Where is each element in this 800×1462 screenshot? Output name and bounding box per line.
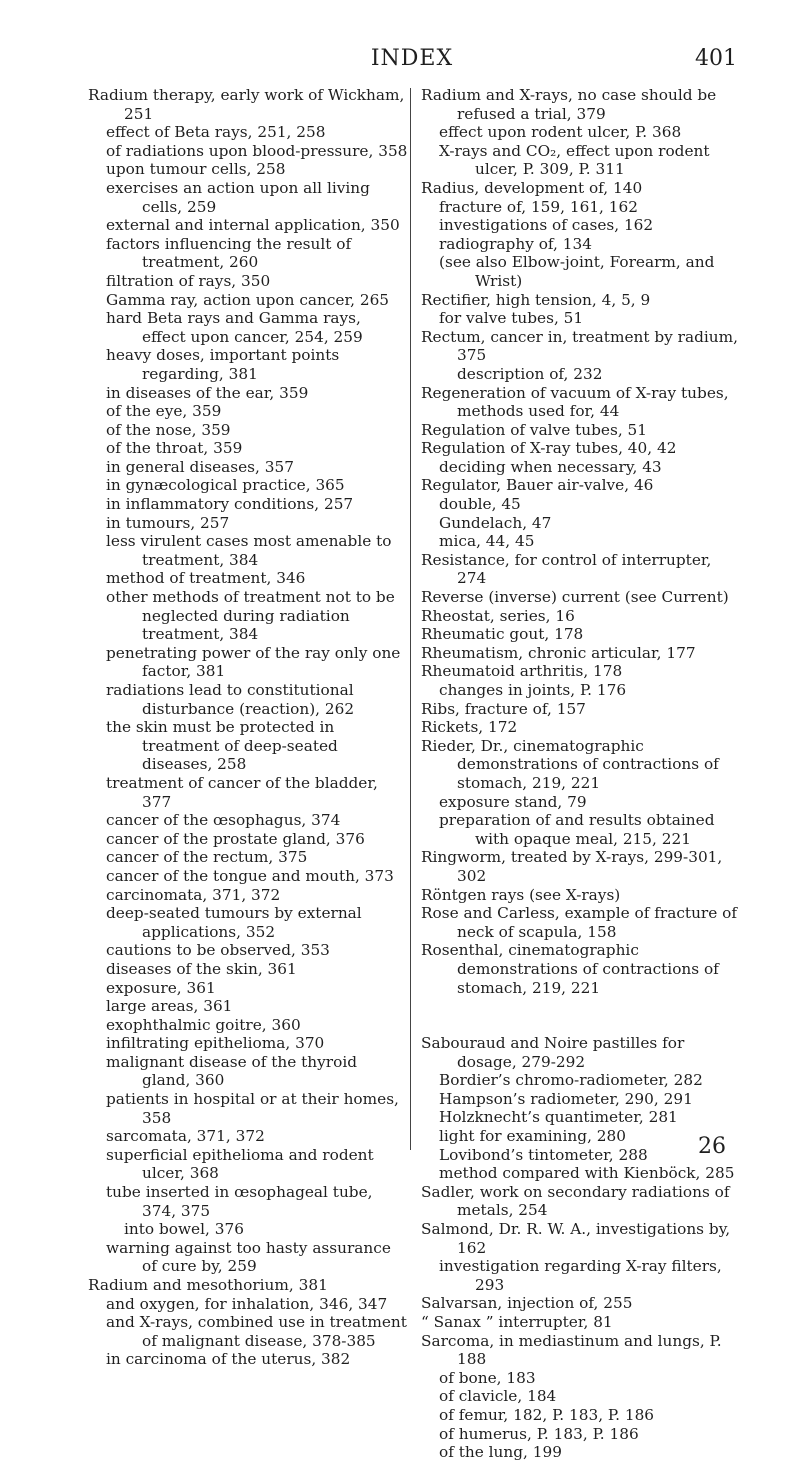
index-entry: Regulator, Bauer air-valve, 46 [421, 476, 654, 495]
index-subentry: investigations of cases, 162 [439, 216, 654, 235]
index-subentry: exposure stand, 79 [439, 792, 587, 811]
index-entry: Ringworm, treated by X-rays, 299-301, 302 [421, 848, 723, 885]
index-subentry: hard Beta rays and Gamma rays, effect upon cancer, 254, 259 [106, 309, 363, 346]
index-subentry: radiography of, 134 [439, 234, 592, 253]
index-entry: Radius, development of, 140 [421, 178, 643, 197]
index-subentry: deep-seated tumours by external applications, 352 [106, 904, 362, 941]
index-subentry: and X-rays, combined use in treatment of malignant disease, 378-385 [106, 1313, 407, 1350]
index-subentry: heavy doses, important points regarding, 381 [106, 346, 340, 383]
index-entry: “ Sanax ” interrupter, 81 [421, 1313, 613, 1331]
index-subentry: (see also Elbow-joint, Forearm, and Wrist) [439, 253, 715, 290]
index-subentry: carcinomata, 371, 372 [106, 885, 281, 904]
index-subentry: penetrating power of the ray only one factor, 381 [106, 643, 401, 681]
index-entry: Röntgen rays (see X-rays) [421, 885, 621, 904]
index-subentry: X-rays and CO₂, effect upon rodent ulcer, P. 309, P. 311 [439, 141, 710, 179]
index-subentry: cancer of the prostate gland, 376 [106, 829, 365, 848]
index-subentry: of the eye, 359 [106, 402, 222, 421]
index-entry: Regulation of valve tubes, 51 [421, 420, 648, 439]
index-subentry: treatment of cancer of the bladder, 377 [106, 773, 378, 811]
index-entry: Rheumatic gout, 178 [421, 625, 584, 644]
index-subentry: method of treatment, 346 [106, 569, 306, 588]
index-entry: Rheostat, series, 16 [421, 606, 575, 625]
index-entry: Radium therapy, early work of Wickham, 251 [88, 86, 405, 123]
index-subentry: fracture of, 159, 161, 162 [439, 197, 638, 216]
index-subentry: radiations lead to constitutional disturbance (reaction), 262 [106, 681, 355, 718]
index-entry: Rectum, cancer in, treatment by radium, 375 [421, 327, 738, 365]
index-subentry: Gundelach, 47 [439, 513, 552, 532]
index-subentry: cancer of the rectum, 375 [106, 848, 308, 867]
index-subentry: of the lung, 199 [439, 1443, 562, 1462]
index-subentry: of clavicle, 184 [439, 1387, 557, 1406]
index-subentry: exophthalmic goitre, 360 [106, 1015, 301, 1034]
index-entry: Rieder, Dr., cinematographic demonstrations of contractions of stomach, 219, 221 [421, 736, 719, 792]
index-subentry: exercises an action upon all living cells, 259 [106, 178, 370, 216]
index-subentry: Holzknecht’s quantimeter, 281 [439, 1108, 678, 1127]
index-subentry: Lovibond’s tintometer, 288 [439, 1145, 648, 1164]
index-subentry: of bone, 183 [439, 1368, 536, 1387]
index-subentry: large areas, 361 [106, 997, 233, 1016]
index-subentry: cautions to be observed, 353 [106, 941, 330, 960]
signature-mark: 26 [698, 1134, 726, 1159]
index-subentry: for valve tubes, 51 [439, 309, 584, 328]
index-entry: Reverse (inverse) current (see Current) [421, 588, 729, 607]
index-subentry: diseases of the skin, 361 [106, 959, 297, 978]
column-divider [410, 88, 411, 1150]
index-subentry: changes in joints, P. 176 [439, 681, 627, 699]
index-entry: Sarcoma, in mediastinum and lungs, P. 188 [421, 1331, 722, 1369]
index-subentry: investigation regarding X-ray filters, 293 [439, 1257, 722, 1294]
page-number: 401 [695, 46, 737, 71]
index-subentry: preparation of and results obtained with opaque meal, 215, 221 [439, 811, 715, 848]
index-entry: Sabouraud and Noire pastilles for dosage, 279-292 [421, 1034, 685, 1071]
index-subentry: of humerus, P. 183, P. 186 [439, 1424, 639, 1443]
index-subentry: mica, 44, 45 [439, 532, 535, 551]
index-entry: Sadler, work on secondary radiations of metals, 254 [421, 1182, 730, 1220]
index-subentry: deciding when necessary, 43 [439, 457, 662, 476]
index-subentry: patients in hospital or at their homes, 358 [106, 1090, 399, 1127]
index-subentry: method compared with Kienböck, 285 [439, 1164, 735, 1183]
index-entry: Rectifier, high tension, 4, 5, 9 [421, 290, 651, 309]
index-subentry: less virulent cases most amenable to treatment, 384 [106, 532, 392, 569]
index-entry: Regulation of X-ray tubes, 40, 42 [421, 439, 677, 458]
index-subentry: exposure, 361 [106, 978, 216, 997]
index-subentry: in inflammatory conditions, 257 [106, 495, 354, 514]
index-subentry: Gamma ray, action upon cancer, 265 [106, 290, 390, 309]
index-column-right [421, 86, 743, 1462]
index-subentry: infiltrating epithelioma, 370 [106, 1034, 325, 1053]
index-subentry: in diseases of the ear, 359 [106, 383, 309, 402]
index-subentry: other methods of treatment not to be neglected during radiation treatment, 384 [106, 588, 395, 644]
page-header [87, 46, 737, 76]
index-subentry: of the nose, 359 [106, 420, 231, 439]
index-subentry: Hampson’s radiometer, 290, 291 [439, 1089, 693, 1108]
index-entry: Salmond, Dr. R. W. A., investigations by, 162 [421, 1220, 731, 1257]
index-subentry: in carcinoma of the uterus, 382 [106, 1350, 351, 1369]
index-entry: Rickets, 172 [421, 718, 518, 737]
index-subentry: malignant disease of the thyroid gland, 360 [106, 1052, 358, 1090]
index-entry: Ribs, fracture of, 157 [421, 699, 586, 718]
index-subentry: the skin must be protected in treatment of deep-seated diseases, 258 [106, 718, 338, 774]
index-subentry: factors influencing the result of treatment, 260 [106, 234, 352, 272]
index-subentry: effect upon rodent ulcer, P. 368 [439, 123, 682, 142]
index-subentry: and oxygen, for inhalation, 346, 347 [106, 1294, 388, 1313]
index-entry: Rheumatism, chronic articular, 177 [421, 643, 696, 662]
index-subentry: in tumours, 257 [106, 513, 230, 532]
index-subentry: light for examining, 280 [439, 1127, 626, 1146]
index-subentry: of the throat, 359 [106, 439, 243, 458]
index-subentry: cancer of the œsophagus, 374 [106, 811, 341, 830]
index-column-left [88, 86, 408, 1369]
section-gap [421, 997, 743, 1034]
index-entry: Rheumatoid arthritis, 178 [421, 662, 623, 681]
index-subentry: double, 45 [439, 495, 521, 514]
index-subentry: superficial epithelioma and rodent ulcer, 368 [106, 1145, 374, 1183]
index-subentry: into bowel, 376 [124, 1220, 244, 1239]
index-entry: Resistance, for control of interrupter, 274 [421, 550, 712, 588]
index-subentry: of radiations upon blood-pressure, 358 [106, 141, 408, 160]
index-subentry: upon tumour cells, 258 [106, 160, 286, 179]
index-subentry: in gynæcological practice, 365 [106, 476, 345, 495]
index-entry: Radium and mesothorium, 381 [88, 1276, 328, 1294]
index-entry: Rosenthal, cinematographic demonstrations of contractions of stomach, 219, 221 [421, 941, 719, 997]
index-subentry: tube inserted in œsophageal tube, 374, 375 [106, 1183, 373, 1220]
page-title: INDEX [370, 46, 454, 71]
index-subentry: warning against too hasty assurance of cure by, 259 [106, 1238, 391, 1276]
index-entry: Regeneration of vacuum of X-ray tubes, methods used for, 44 [421, 383, 729, 421]
index-subentry: description of, 232 [457, 364, 603, 383]
index-subentry: of femur, 182, P. 183, P. 186 [439, 1405, 655, 1424]
index-subentry: filtration of rays, 350 [106, 271, 271, 290]
index-subentry: sarcomata, 371, 372 [106, 1127, 265, 1146]
index-entry: Salvarsan, injection of, 255 [421, 1294, 633, 1313]
index-entry: Rose and Carless, example of fracture of neck of scapula, 158 [421, 904, 738, 941]
index-subentry: external and internal application, 350 [106, 216, 400, 235]
index-entry: Radium and X-rays, no case should be refused a trial, 379 [421, 86, 717, 123]
index-subentry: cancer of the tongue and mouth, 373 [106, 866, 394, 885]
index-subentry: in general diseases, 357 [106, 457, 294, 476]
index-subentry: effect of Beta rays, 251, 258 [106, 123, 326, 142]
index-subentry: Bordier’s chromo-radiometer, 282 [439, 1071, 703, 1090]
